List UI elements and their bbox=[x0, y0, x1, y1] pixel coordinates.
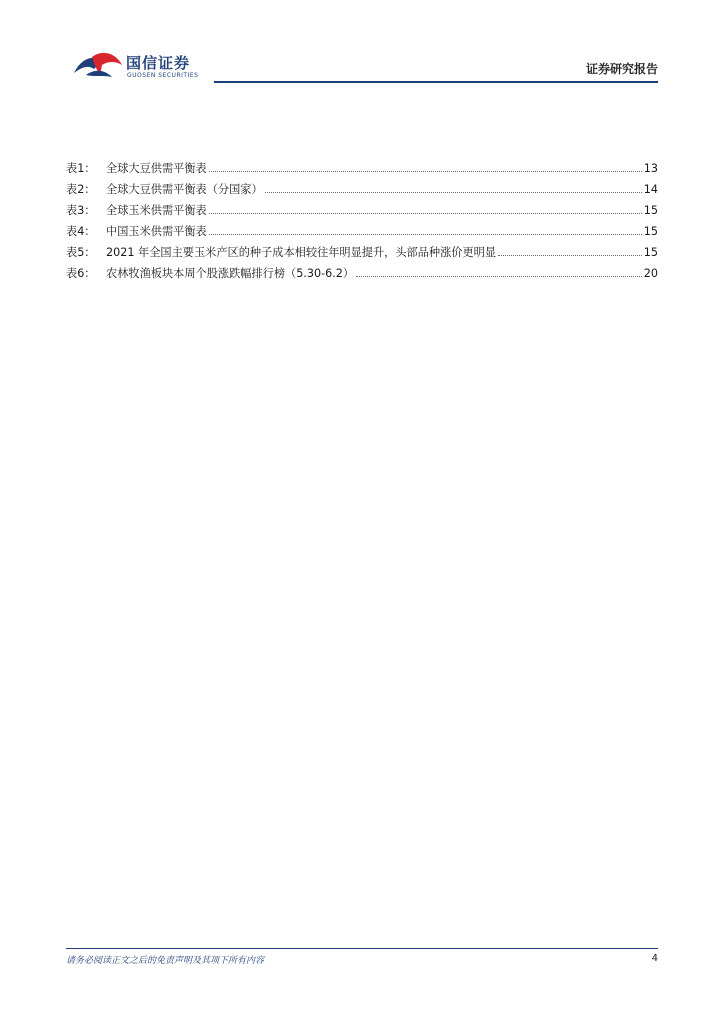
toc-entry-page: 14 bbox=[643, 183, 658, 196]
page-number: 4 bbox=[651, 953, 658, 964]
footer-disclaimer: 请务必阅读正文之后的免责声明及其项下所有内容 bbox=[66, 956, 265, 966]
toc-leader-dots bbox=[209, 170, 642, 172]
toc-entry[interactable] bbox=[66, 179, 658, 200]
toc-entry[interactable] bbox=[66, 158, 658, 179]
toc-entry-page: 15 bbox=[643, 204, 658, 217]
toc-leader-dots bbox=[209, 233, 642, 235]
toc-entry-number: 表1： bbox=[66, 162, 96, 175]
toc-leader-dots bbox=[498, 254, 642, 256]
toc-entry-page: 15 bbox=[643, 246, 658, 259]
toc-leader-dots bbox=[209, 212, 642, 214]
toc-entry-title: 农林牧渔板块本周个股涨跌幅排行榜（5.30-6.2） bbox=[106, 267, 355, 280]
toc-entry-page: 20 bbox=[643, 267, 658, 280]
toc-entry-page: 13 bbox=[643, 162, 658, 175]
toc-leader-dots bbox=[265, 191, 642, 193]
toc-entry-number: 表5： bbox=[66, 246, 96, 259]
toc-entry-page: 15 bbox=[643, 225, 658, 238]
toc-entry-number: 表3： bbox=[66, 204, 96, 217]
toc-entry[interactable] bbox=[66, 242, 658, 263]
toc-entry-title: 中国玉米供需平衡表 bbox=[106, 225, 207, 238]
toc-leader-dots bbox=[356, 275, 642, 277]
toc-entry[interactable] bbox=[66, 263, 658, 284]
toc-entry[interactable] bbox=[66, 200, 658, 221]
footer-divider bbox=[66, 948, 658, 949]
header-divider bbox=[214, 81, 658, 83]
toc-entry-number: 表4： bbox=[66, 225, 96, 238]
toc-entry-number: 表2： bbox=[66, 183, 96, 196]
logo-english-name: GUOSEN SECURITIES bbox=[127, 72, 199, 79]
report-type-label: 证券研究报告 bbox=[585, 62, 658, 76]
toc-entry-title: 全球大豆供需平衡表（分国家） bbox=[106, 183, 263, 196]
toc-entry-title: 全球玉米供需平衡表 bbox=[106, 204, 207, 217]
table-of-tables bbox=[66, 158, 658, 284]
toc-entry[interactable] bbox=[66, 221, 658, 242]
logo-chinese-name: 国信证券 bbox=[126, 54, 191, 72]
guosen-logo-mark-icon bbox=[72, 51, 124, 81]
toc-entry-title: 2021 年全国主要玉米产区的种子成本相较往年明显提升，头部品种涨价更明显 bbox=[106, 246, 497, 259]
toc-entry-number: 表6： bbox=[66, 267, 96, 280]
toc-entry-title: 全球大豆供需平衡表 bbox=[106, 162, 207, 175]
page-header bbox=[66, 48, 658, 84]
